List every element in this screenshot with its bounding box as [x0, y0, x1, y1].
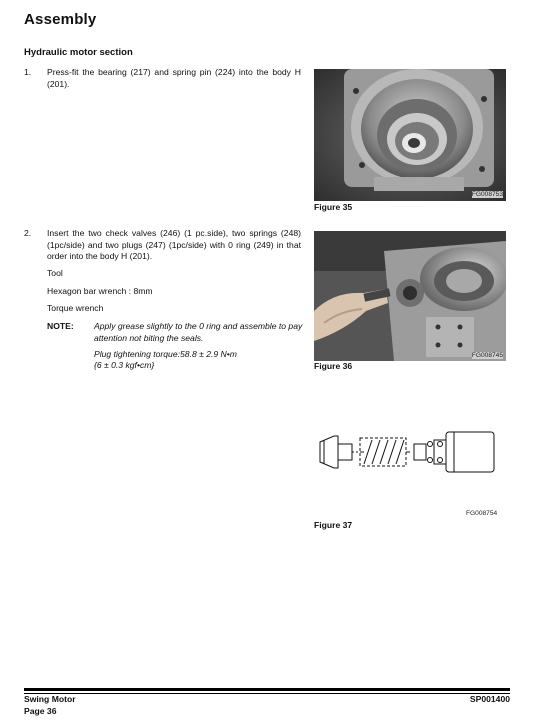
check-valve-insertion-image: [314, 231, 506, 361]
section-title: Hydraulic motor section: [24, 47, 133, 58]
tool-label: Tool: [47, 268, 63, 278]
figure-36-caption: Figure 36: [314, 361, 353, 371]
figure-36-code: FG008745: [471, 352, 503, 359]
figure-35-code: FG008753: [471, 191, 503, 198]
step-1-number: 1.: [24, 67, 32, 77]
figure-35-photo: [314, 69, 506, 201]
step-1-text: Press-fit the bearing (217) and spring pin (224) into the body H (201).: [47, 67, 301, 89]
check-valve-spring-plug-drawing: [314, 424, 506, 484]
figure-36-photo: [314, 231, 506, 361]
footer-rule-thin: [24, 693, 510, 694]
motor-body-bearing-image: [314, 69, 506, 201]
torque-label: Torque wrench: [47, 303, 104, 313]
figure-37-caption: Figure 37: [314, 520, 353, 530]
plug-torque-alt-value: {6 ± 0.3 kgf•cm}: [94, 360, 155, 370]
figure-35-caption: Figure 35: [314, 202, 353, 212]
step-2-text: Insert the two check valves (246) (1 pc.side), two springs (248) (1pc/side) and two plugs (247) (1pc/side) with 0 ring (249) in that order into the body H (201).: [47, 228, 301, 261]
footer-page-number: Page 36: [24, 705, 57, 716]
footer-doc-code: SP001400: [469, 694, 510, 704]
note-label: NOTE:: [47, 321, 74, 331]
page-title: Assembly: [24, 11, 97, 28]
figure-37-code: FG008754: [466, 510, 498, 517]
figure-37-diagram: [314, 424, 506, 516]
footer-title: Swing Motor: [24, 694, 76, 704]
tool-value: Hexagon bar wrench : 8mm: [47, 286, 153, 296]
note-text: Apply grease slightly to the 0 ring and assemble to pay attention not biting the seals.: [94, 321, 303, 343]
plug-torque-value: Plug tightening torque:58.8 ± 2.9 N•m: [94, 349, 237, 359]
footer-left: [24, 694, 76, 717]
step-2-number: 2.: [24, 228, 32, 238]
footer-rule: [24, 688, 510, 691]
